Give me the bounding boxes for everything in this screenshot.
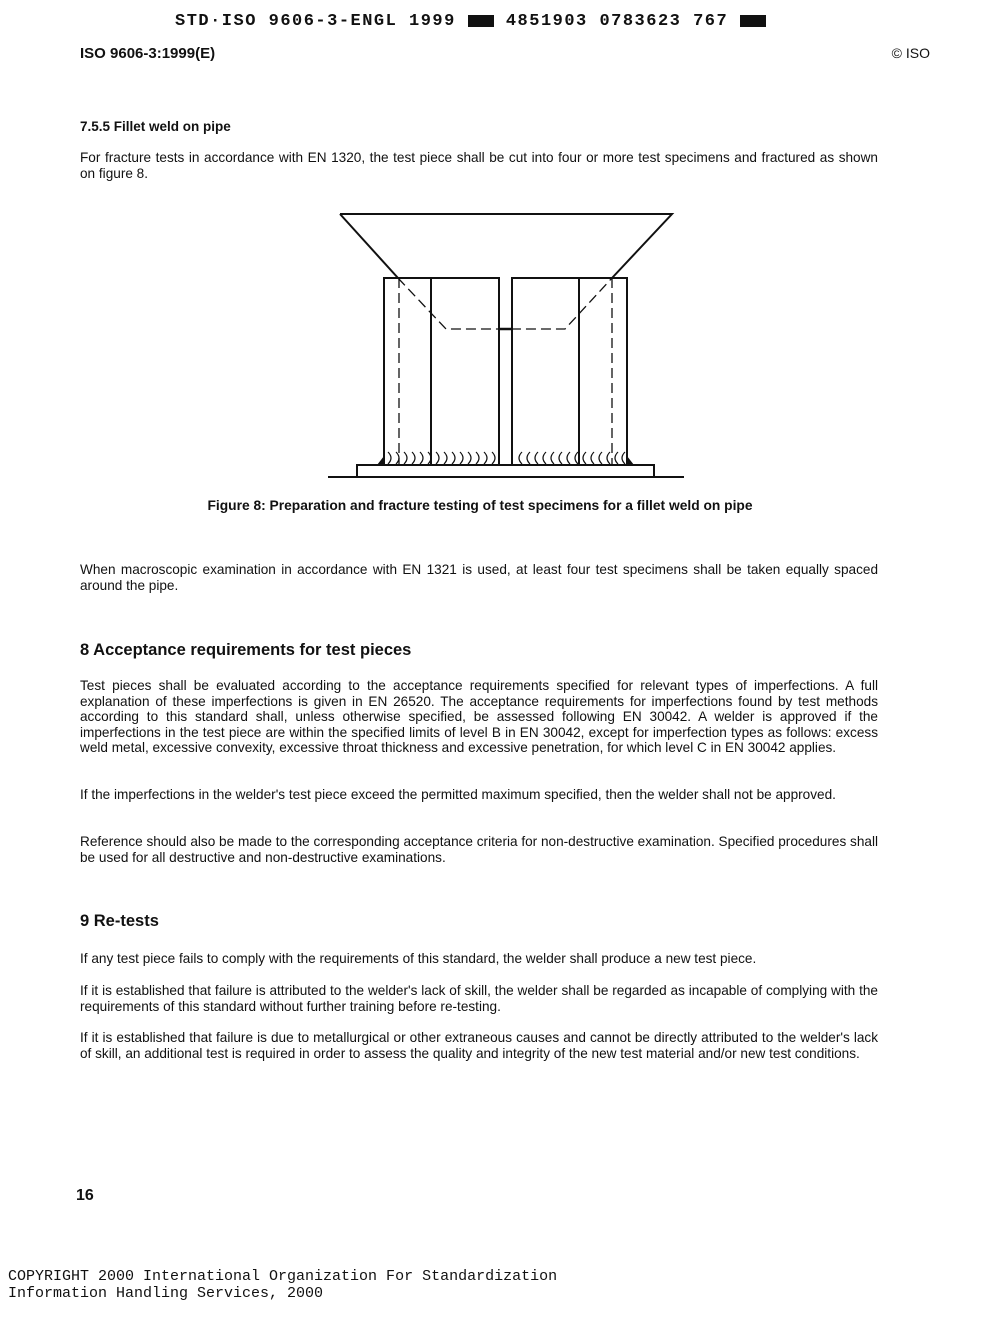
specimen-left <box>384 278 499 465</box>
copyright-footer <box>8 1268 557 1302</box>
section-7-5-5-title: 7.5.5 Fillet weld on pipe <box>80 119 231 134</box>
paragraph: If it is established that failure is attributed to the welder's lack of skill, the welder shall be regarded as incapable of complying with the requirements of this standard without further training before re-testing. <box>80 983 878 1014</box>
paragraph: Test pieces shall be evaluated according to the acceptance requirements specified for relevant types of imperfections. A full explanation of these imperfections is given in EN 26520. The acceptance requirements for imperfections found by test methods according to this standard shall, unless otherwise specified, be assessed following EN 30042. A welder is approved if the imperfections in the test piece are within the specified limits of level B in EN 30042, except for imperfection types as follows: excess weld metal, excessive convexity, excessive throat thickness and excessive penetration, for which level C in EN 30042 applies. <box>80 678 878 756</box>
section-8-title: 8 Acceptance requirements for test pieces <box>80 641 412 659</box>
paragraph: If it is established that failure is due to metallurgical or other extraneous causes and cannot be directly attributed to the welder's lack of skill, an additional test is required in order to assess the quality and integrity of the new test material and/or new test conditions. <box>80 1030 878 1061</box>
paragraph: For fracture tests in accordance with EN 1320, the test piece shall be cut into four or more test specimens and fractured as shown on figure 8. <box>80 150 878 181</box>
figure-8-diagram <box>0 0 998 500</box>
footer-line: COPYRIGHT 2000 International Organization For Standardization <box>8 1268 558 1285</box>
paragraph: If any test piece fails to comply with the requirements of this standard, the welder shall produce a new test piece. <box>80 951 757 966</box>
document-id: ISO 9606-3:1999(E) <box>80 45 216 62</box>
code-text: STD·ISO 9606-3-ENGL 1999 <box>175 12 456 31</box>
section-9-title: 9 Re-tests <box>80 912 159 930</box>
figure-caption: Figure 8: Preparation and fracture testing of test specimens for a fillet weld on pipe <box>207 498 753 513</box>
code-number: 4851903 0783623 767 <box>505 12 729 31</box>
footer-line: Information Handling Services, 2000 <box>8 1285 324 1302</box>
specimen-right <box>512 278 627 465</box>
base-plate <box>357 465 654 477</box>
paragraph: When macroscopic examination in accordance with EN 1321 is used, at least four test specimens shall be taken equally spaced around the pipe. <box>80 562 878 593</box>
paragraph: Reference should also be made to the corresponding acceptance criteria for non-destructive examination. Specified procedures shall be used for all destructive and non-destructive examinations. <box>80 834 878 865</box>
weld-beads <box>388 452 625 464</box>
page-number: 16 <box>76 1187 94 1204</box>
copyright-mark: © ISO <box>891 45 930 61</box>
paragraph: If the imperfections in the welder's test piece exceed the permitted maximum specified, then the welder shall not be approved. <box>80 787 836 802</box>
